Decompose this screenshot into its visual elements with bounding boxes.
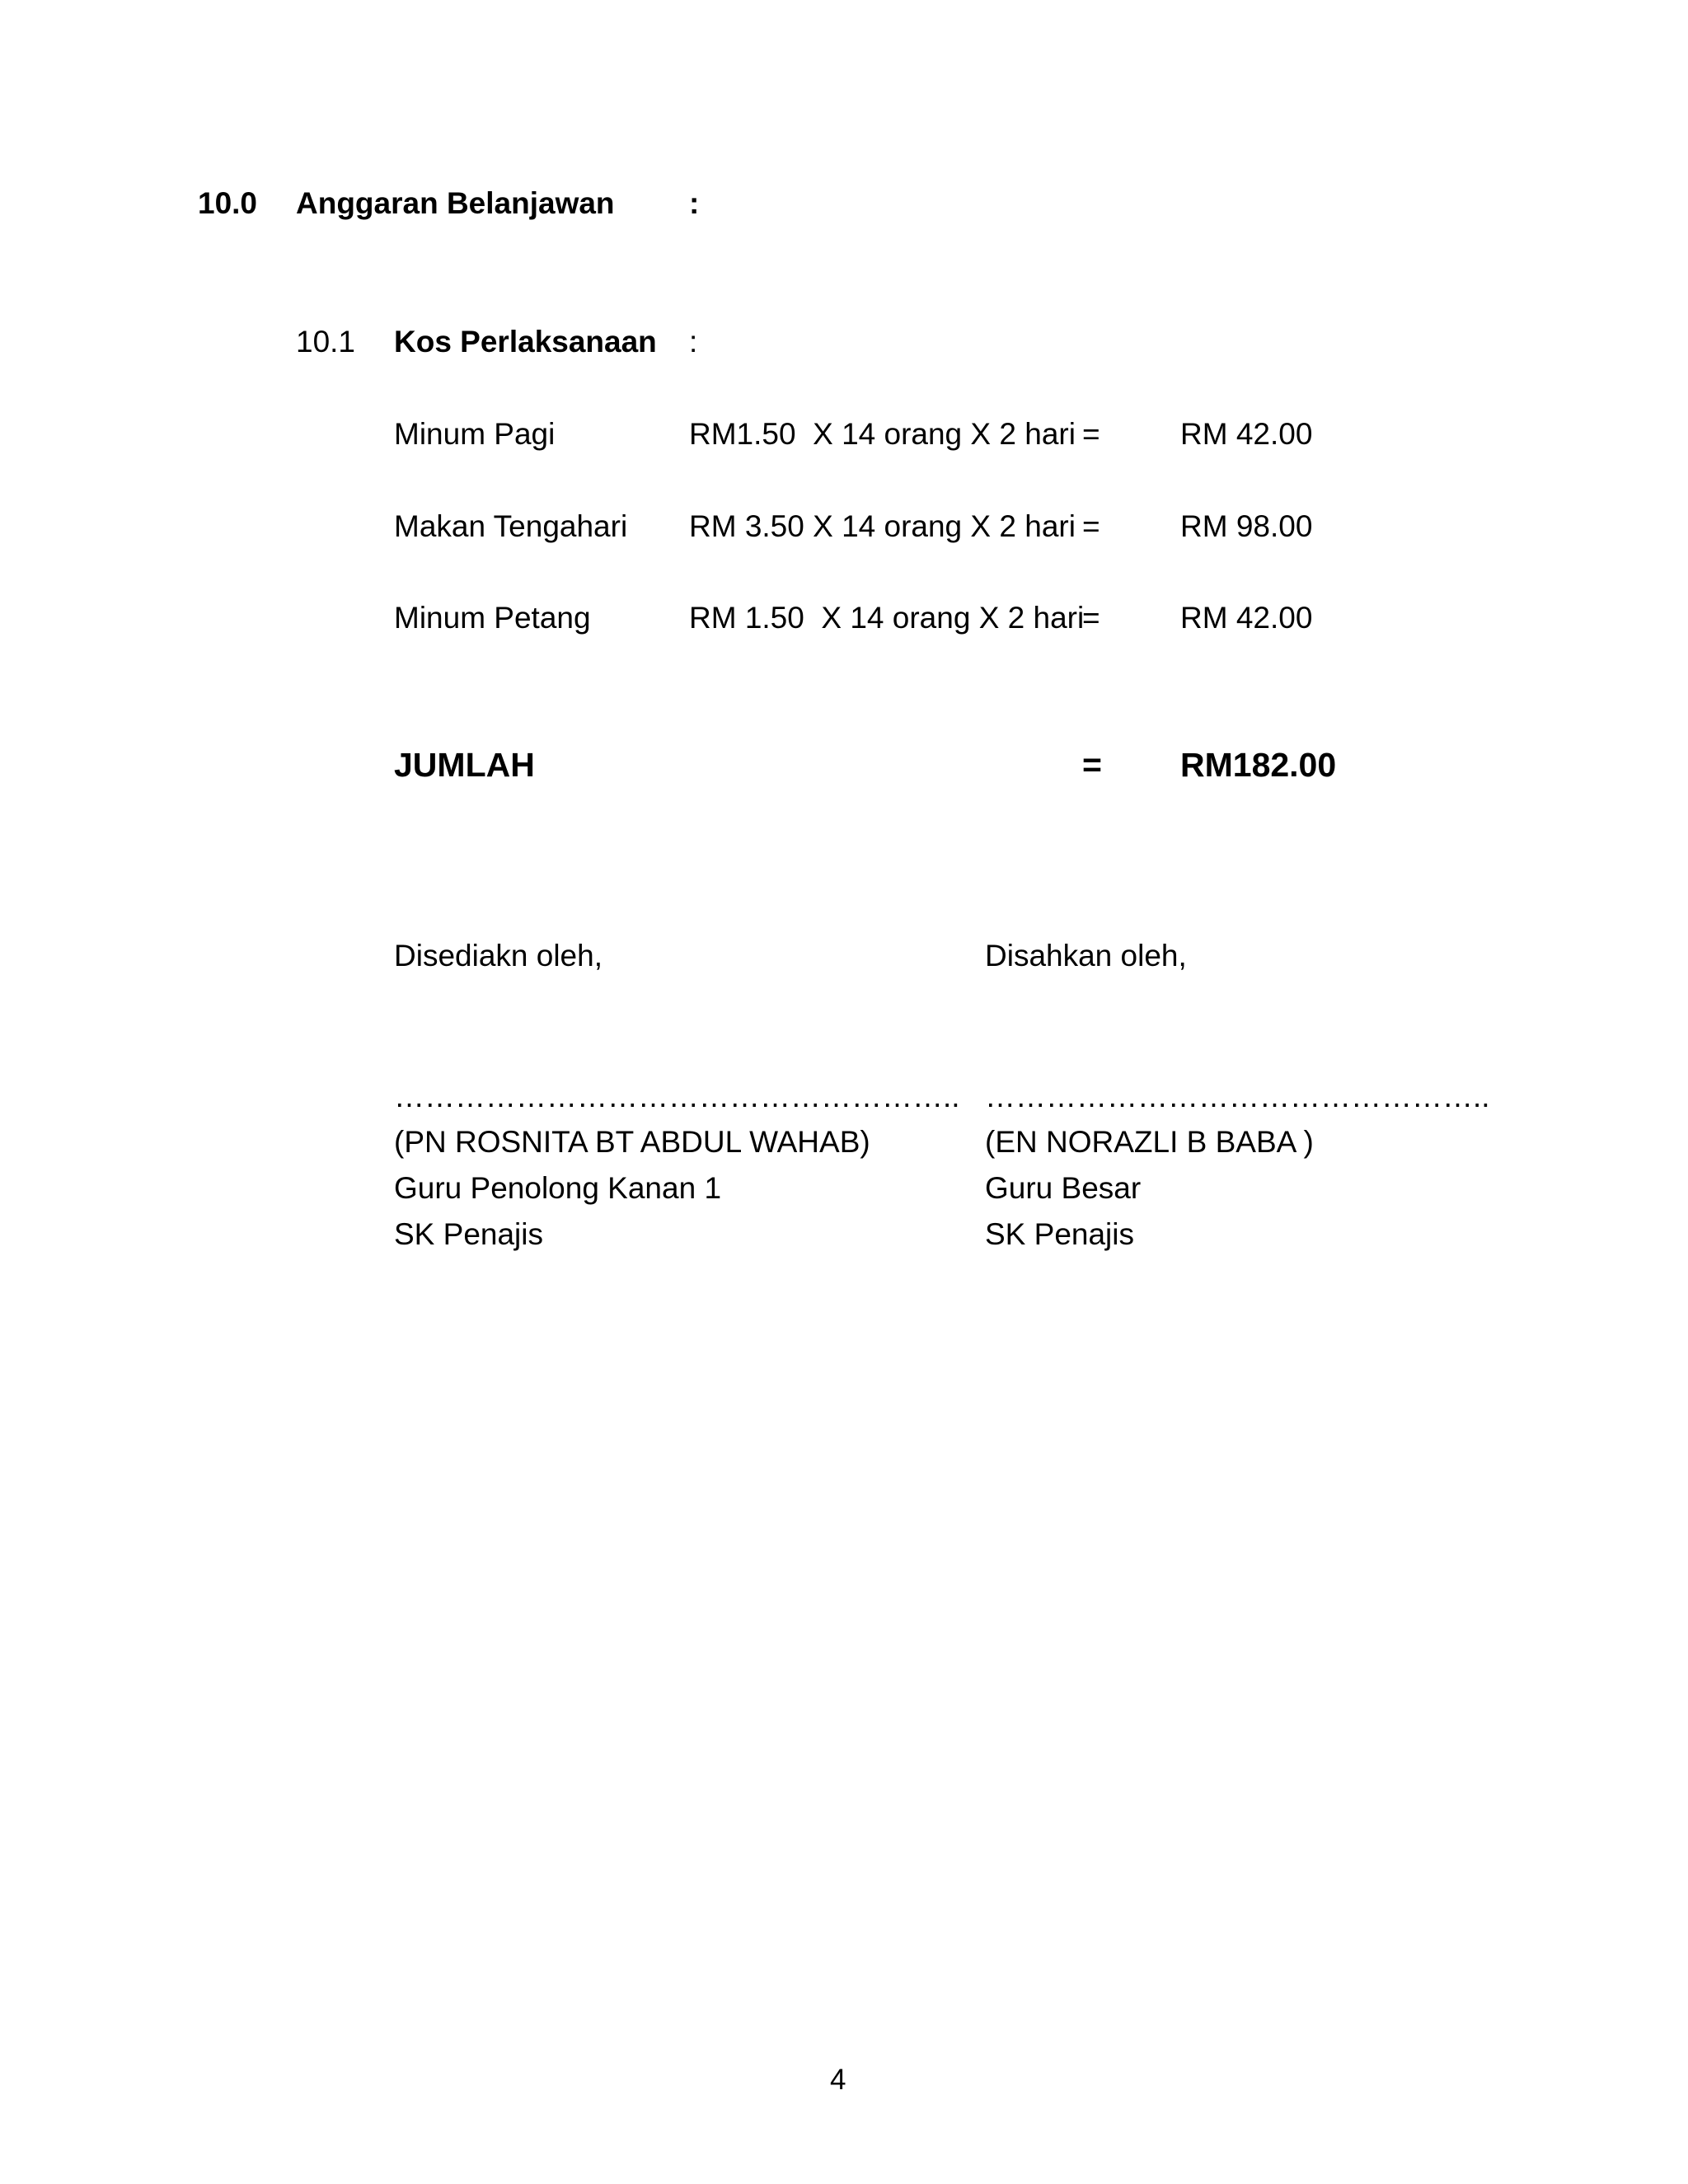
cost-formula: RM 3.50 X 14 orang X 2 hari [689, 509, 1076, 543]
prepared-name: (PN ROSNITA BT ABDUL WAHAB) [394, 1125, 870, 1159]
total-equals: = [1082, 746, 1102, 784]
approved-school: SK Penajis [985, 1217, 1134, 1251]
cost-formula: RM 1.50 X 14 orang X 2 hari [689, 601, 1085, 635]
cost-label: Minum Petang [394, 601, 591, 635]
cost-amount: RM 42.00 [1180, 601, 1313, 635]
section-number: 10.0 [198, 186, 258, 220]
section-colon: : [689, 186, 700, 220]
approved-name: (EN NORAZLI B BABA ) [985, 1125, 1314, 1159]
prepared-by-heading: Disediakn oleh, [394, 939, 603, 972]
cost-equals: = [1082, 601, 1100, 635]
prepared-school: SK Penajis [394, 1217, 543, 1251]
total-amount: RM182.00 [1180, 746, 1337, 784]
prepared-position: Guru Penolong Kanan 1 [394, 1171, 722, 1205]
cost-equals: = [1082, 417, 1100, 451]
cost-label: Makan Tengahari [394, 509, 628, 543]
total-label: JUMLAH [394, 746, 535, 784]
approved-signature-line: ………………………………………….. [985, 1080, 1490, 1113]
section-title: Anggaran Belanjawan [296, 186, 615, 220]
subsection-number: 10.1 [296, 325, 356, 359]
approved-position: Guru Besar [985, 1171, 1142, 1205]
subsection-colon: : [689, 325, 698, 359]
prepared-signature-line: ……………………………………………….. [394, 1080, 960, 1113]
approved-by-heading: Disahkan oleh, [985, 939, 1187, 972]
cost-formula: RM1.50 X 14 orang X 2 hari [689, 417, 1076, 451]
cost-equals: = [1082, 509, 1100, 543]
cost-amount: RM 98.00 [1180, 509, 1313, 543]
page-number: 4 [830, 2064, 846, 2096]
cost-amount: RM 42.00 [1180, 417, 1313, 451]
subsection-title: Kos Perlaksanaan [394, 325, 657, 359]
cost-label: Minum Pagi [394, 417, 556, 451]
